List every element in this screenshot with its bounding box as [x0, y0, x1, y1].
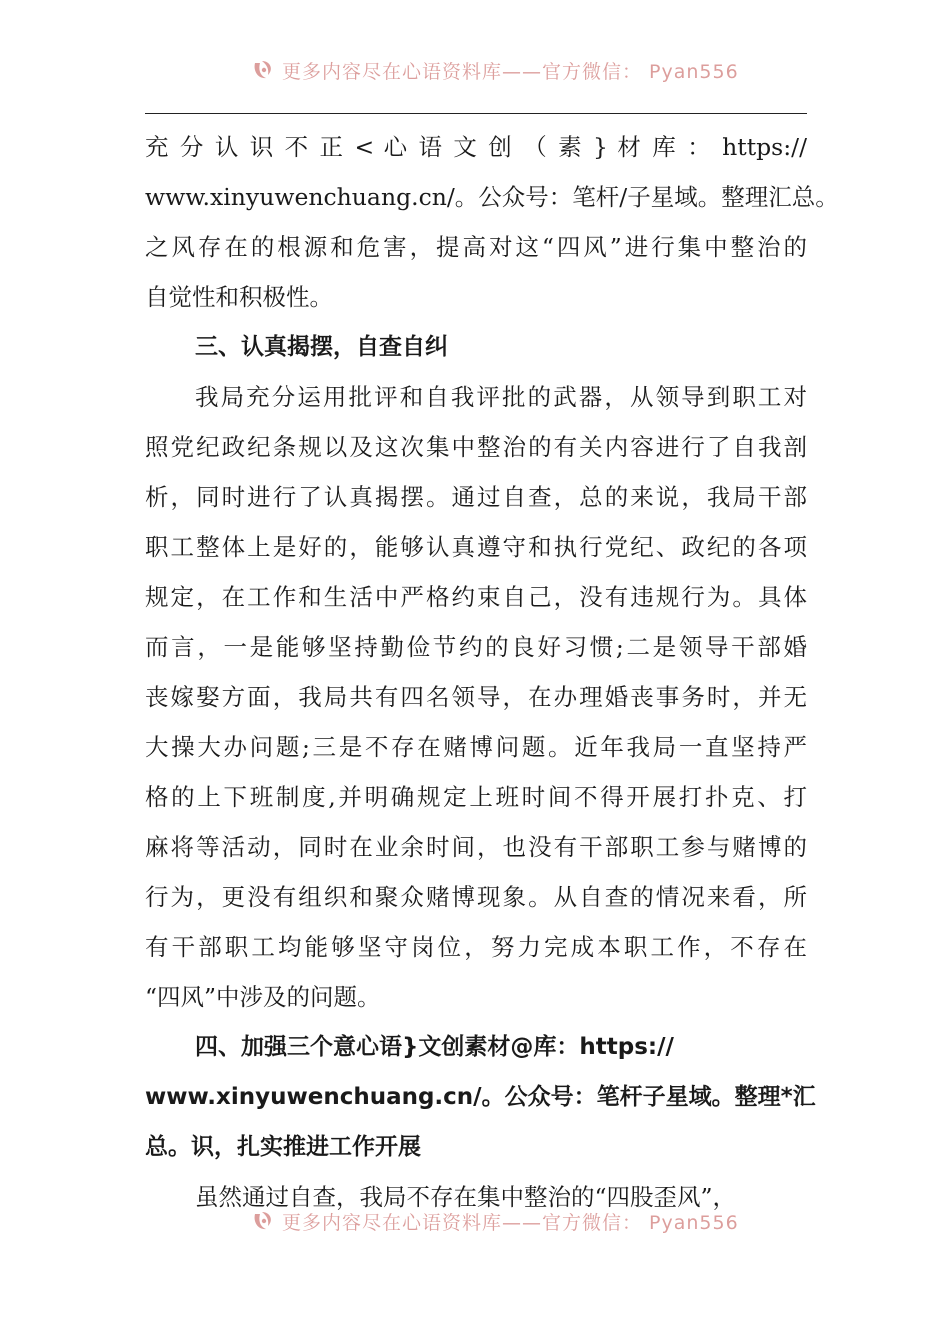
text-line: 大操大办问题;三是不存在赌博问题。近年我局一直坚持严 — [145, 733, 807, 761]
logo-icon — [250, 57, 276, 83]
watermark-header — [250, 55, 770, 85]
section-heading-continued: www.xinyuwenchuang.cn/。公众号：笔杆子星域。整理*汇 — [145, 1084, 816, 1110]
text-line: 之风存在的根源和危害，提高对这“四风”进行集中整治的 — [145, 233, 807, 261]
text-line: 格的上下班制度,并明确规定上班时间不得开展打扑克、打 — [145, 783, 807, 811]
text-line: www.xinyuwenchuang.cn/。公众号：笔杆/子星域。整理汇总。 — [145, 183, 839, 211]
text-line: “四风”中涉及的问题。 — [145, 983, 381, 1011]
text-line: 规定，在工作和生活中严格约束自己，没有违规行为。具体 — [145, 583, 807, 611]
section-heading: 三、认真揭摆，自查自纠 — [195, 334, 448, 360]
text-line: 职工整体上是好的，能够认真遵守和执行党纪、政纪的各项 — [145, 533, 807, 561]
logo-icon — [250, 1208, 276, 1234]
text-line: 自觉性和积极性。 — [145, 283, 333, 311]
text-line: 析，同时进行了认真揭摆。通过自查，总的来说，我局干部 — [145, 483, 807, 511]
header-rule — [145, 113, 807, 114]
watermark-text: 更多内容尽在心语资料库——官方微信： Pyan556 — [282, 60, 739, 83]
section-heading-continued: 总。识，扎实推进工作开展 — [145, 1134, 421, 1160]
watermark-footer — [250, 1206, 770, 1236]
watermark-text: 更多内容尽在心语资料库——官方微信： Pyan556 — [282, 1211, 739, 1234]
text-line: 丧嫁娶方面，我局共有四名领导，在办理婚丧事务时，并无 — [145, 683, 807, 711]
document-body — [145, 122, 839, 1222]
section-heading: 四、加强三个意心语}文创素材@库：https:// — [195, 1034, 674, 1060]
text-line: 有干部职工均能够坚守岗位，努力完成本职工作，不存在 — [145, 933, 807, 961]
text-line: 麻将等活动，同时在业余时间，也没有干部职工参与赌博的 — [145, 833, 807, 861]
text-line: 行为，更没有组织和聚众赌博现象。从自查的情况来看，所 — [145, 883, 807, 911]
text-line: 照党纪政纪条规以及这次集中整治的有关内容进行了自我剖 — [145, 433, 807, 461]
text-line: 而言，一是能够坚持勤俭节约的良好习惯;二是领导干部婚 — [145, 633, 807, 661]
text-line: 我局充分运用批评和自我评批的武器，从领导到职工对 — [195, 383, 807, 411]
text-line: 充 分 认 识 不 正 < 心 语 文 创 （ 素 } 材 库 ： https:// — [145, 133, 807, 161]
text-line: 虽然通过自查，我局不存在集中整治的“四股歪风”， — [195, 1183, 737, 1211]
